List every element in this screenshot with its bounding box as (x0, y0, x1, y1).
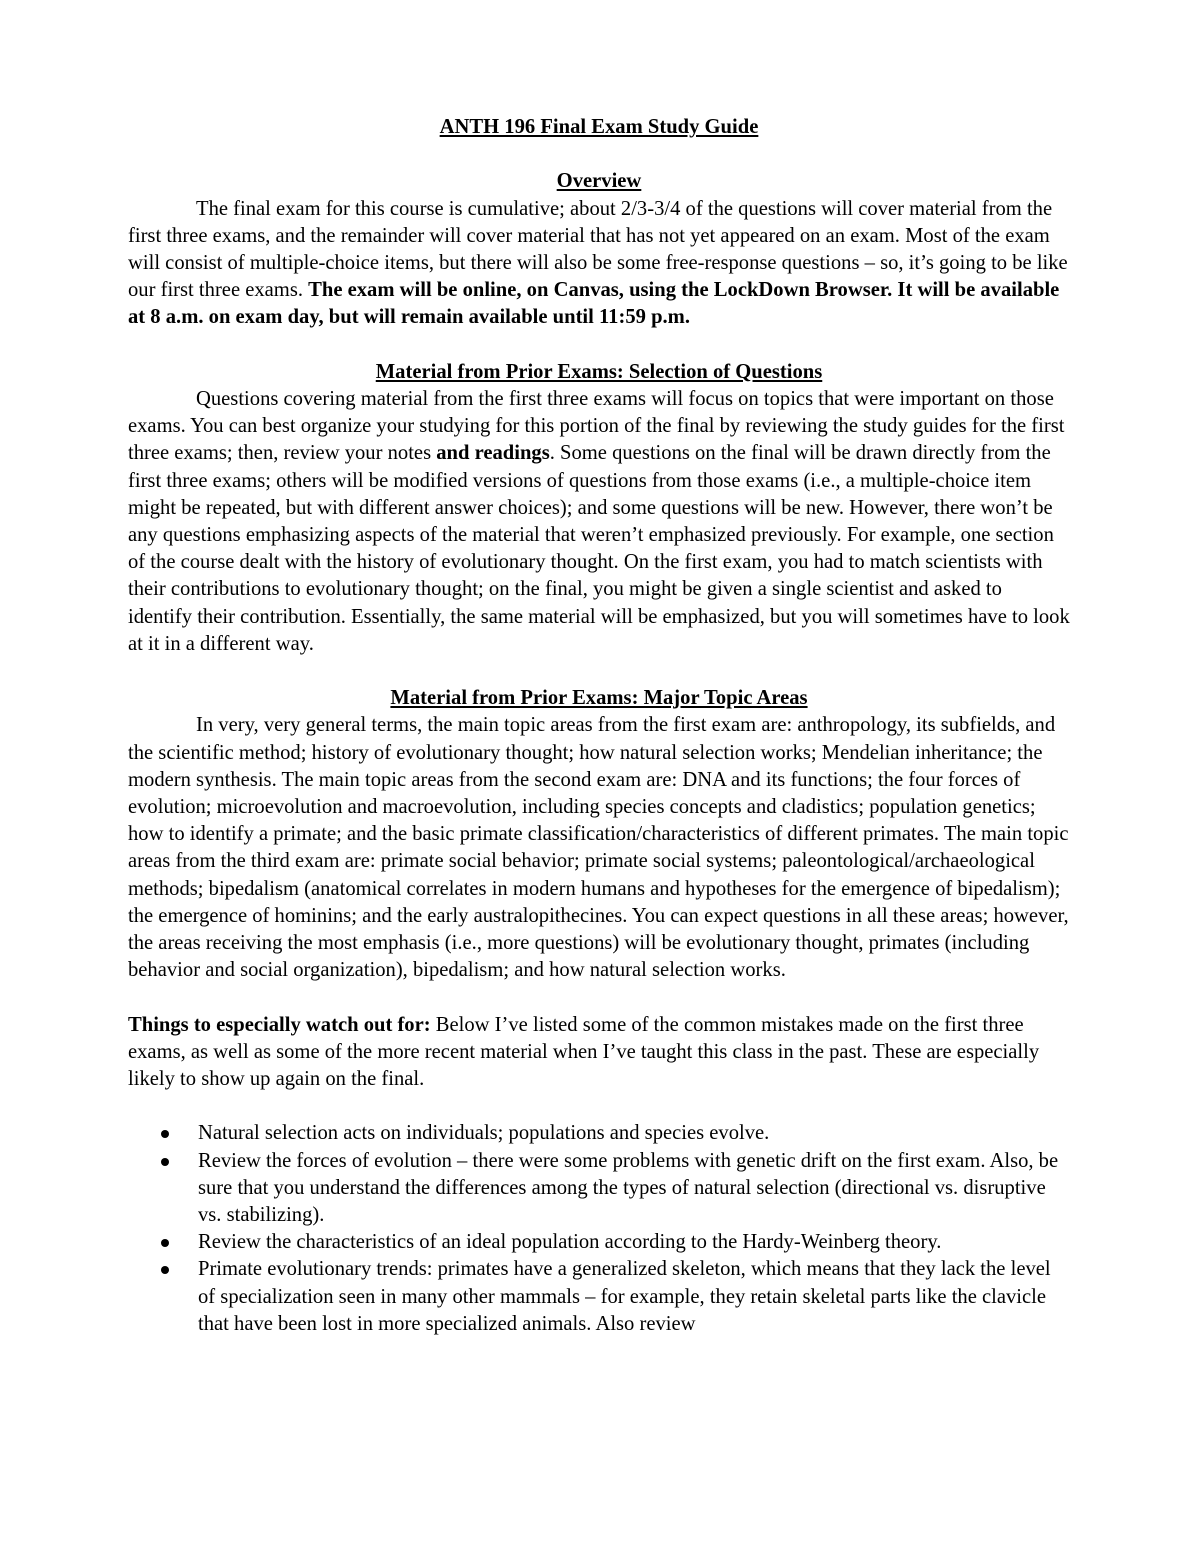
topics-paragraph: In very, very general terms, the main topic areas from the first exam are: anthropology, its subfields, and the scientific method; history of evolutionary thought; how natural selection works; Mendelian inheritance; the modern synthesis. The main topic areas from the second exam are: DNA and its functions; the four forces of evolution; microevolution and macroevolution, including species concepts and cladistics; population genetics; how to identify a primate; and the basic primate classification/characteristics of different primates. The main topic areas from the third exam are: primate social behavior; primate social systems; paleontological/archaeological methods; bipedalism (anatomical correlates in modern humans and hypotheses for the emergence of bipedalism); the emergence of hominins; and the early australopithecines. You can expect questions in all these areas; however, the areas receiving the most emphasis (i.e., more questions) will be evolutionary thought, primates (including behavior and social organization), bipedalism; and how natural selection works. (128, 714, 1069, 982)
list-item-text: Natural selection acts on individuals; populations and species evolve. (198, 1122, 770, 1145)
selection-text-before: Questions covering material from the first three exams will focus on topics that were important on those exams. You can best organize your studying for this portion of the final by reviewing the study guides for the first three exams; then, review your notes (128, 388, 1065, 465)
spacer (128, 658, 1070, 685)
list-item (128, 1120, 1070, 1147)
overview-text: The final exam for this course is cumulative; about 2/3-3/4 of the questions will cover material from the first three exams, and the remainder will cover material that has not yet appeared on an exam. Most of the exam will consist of multiple-choice items, but there will also be some free-response questions – so, it’s going to be like our first three exams. (128, 197, 1068, 302)
list-item (128, 1148, 1070, 1230)
document-title: ANTH 196 Final Exam Study Guide (439, 116, 759, 138)
selection-heading: Material from Prior Exams: Selection of Questions (375, 360, 823, 383)
bullet-icon (161, 1158, 169, 1166)
watch-out-paragraph (128, 1012, 1070, 1094)
spacer (128, 1093, 1070, 1120)
overview-bold-text: The exam will be online, on Canvas, using the LockDown Browser. It will be available at 8 a.m. on exam day, but will remain available until 11:59 p.m. (128, 279, 1060, 329)
bullet-icon (161, 1266, 169, 1274)
list-item (128, 1256, 1070, 1338)
spacer (128, 984, 1070, 1011)
watch-out-text: Below I’ve listed some of the common mistakes made on the first three exams, as well as some of the more recent material when I’ve taught this class in the past. These are especially likely to show up again on the final. (128, 1013, 1040, 1091)
selection-paragraph (128, 386, 1070, 658)
list-item-text: Primate evolutionary trends: primates have a generalized skeleton, which means that they lack the level of specialization seen in many other mammals – for example, they retain skeletal parts like the clavicle that have been lost in more specialized animals. Also review (198, 1258, 1051, 1335)
topics-heading: Material from Prior Exams: Major Topic Areas (390, 687, 808, 710)
mistakes-list (128, 1120, 1070, 1338)
spacer (128, 141, 1070, 168)
selection-bold-text: and readings (436, 442, 550, 465)
spacer (128, 332, 1070, 359)
bullet-icon (161, 1239, 169, 1247)
selection-text-after: . Some questions on the final will be drawn directly from the first three exams; others will be modified versions of questions from those exams (i.e., a multiple-choice item might be repeated, but with different answer choices); and some questions will be new. However, there won’t be any questions emphasizing aspects of the material that weren’t emphasized previously. For example, one section of the course dealt with the history of evolutionary thought. On the first exam, you had to match scientists with their contributions to evolutionary thought; on the final, you might be given a single scientist and asked to identify their contribution. Essentially, the same material will be emphasized, but you will sometimes have to look at it in a different way. (128, 442, 1070, 655)
list-item (128, 1229, 1070, 1256)
overview-paragraph (128, 196, 1070, 332)
list-item-text: Review the characteristics of an ideal population according to the Hardy-Weinberg theory. (198, 1231, 942, 1254)
watch-out-lead: Things to especially watch out for: (128, 1013, 431, 1036)
list-item-text: Review the forces of evolution – there were some problems with genetic drift on the first exam. Also, be sure that you understand the differences among the types of natural selection (directional vs. disruptive vs. stabilizing). (198, 1149, 1059, 1227)
bullet-icon (161, 1130, 169, 1138)
overview-heading: Overview (556, 170, 642, 193)
